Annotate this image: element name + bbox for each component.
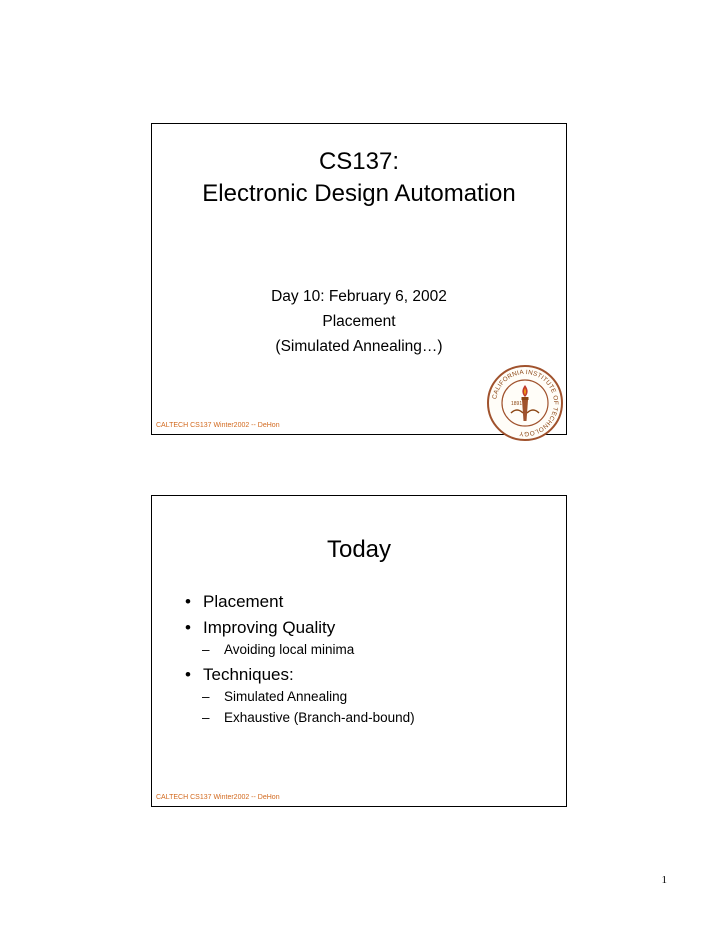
sub-bullet-item: – Avoiding local minima bbox=[202, 640, 556, 660]
slide-2 bbox=[151, 495, 567, 807]
sub-bullet-item: – Exhaustive (Branch-and-bound) bbox=[202, 708, 556, 728]
sub-bullet-item: – Simulated Annealing bbox=[202, 687, 556, 707]
subtitle-line: (Simulated Annealing…) bbox=[275, 338, 443, 355]
page-number: 1 bbox=[661, 874, 667, 886]
slide-subtitle bbox=[152, 284, 566, 359]
seal-text: CALIFORNIA INSTITUTE OF TECHNOLOGY bbox=[491, 368, 560, 438]
bullet-list bbox=[182, 590, 556, 731]
bullet-item: • Techniques: bbox=[182, 663, 556, 686]
slide-footer: CALTECH CS137 Winter2002 -- DeHon bbox=[156, 794, 280, 801]
bullet-item: • Improving Quality bbox=[182, 616, 556, 639]
caltech-seal-icon bbox=[485, 363, 565, 443]
slide-1 bbox=[151, 123, 567, 438]
subtitle-line: Day 10: February 6, 2002 bbox=[271, 288, 447, 305]
seal-year: 1891 bbox=[511, 401, 523, 407]
title-line: Electronic Design Automation bbox=[202, 180, 516, 207]
subtitle-line: Placement bbox=[322, 313, 396, 330]
slide-title: Today bbox=[326, 536, 392, 563]
bullet-item: • Placement bbox=[182, 590, 556, 613]
title-line: CS137: bbox=[318, 148, 400, 175]
slide-title bbox=[152, 146, 566, 210]
slide-footer: CALTECH CS137 Winter2002 -- DeHon bbox=[156, 422, 280, 429]
